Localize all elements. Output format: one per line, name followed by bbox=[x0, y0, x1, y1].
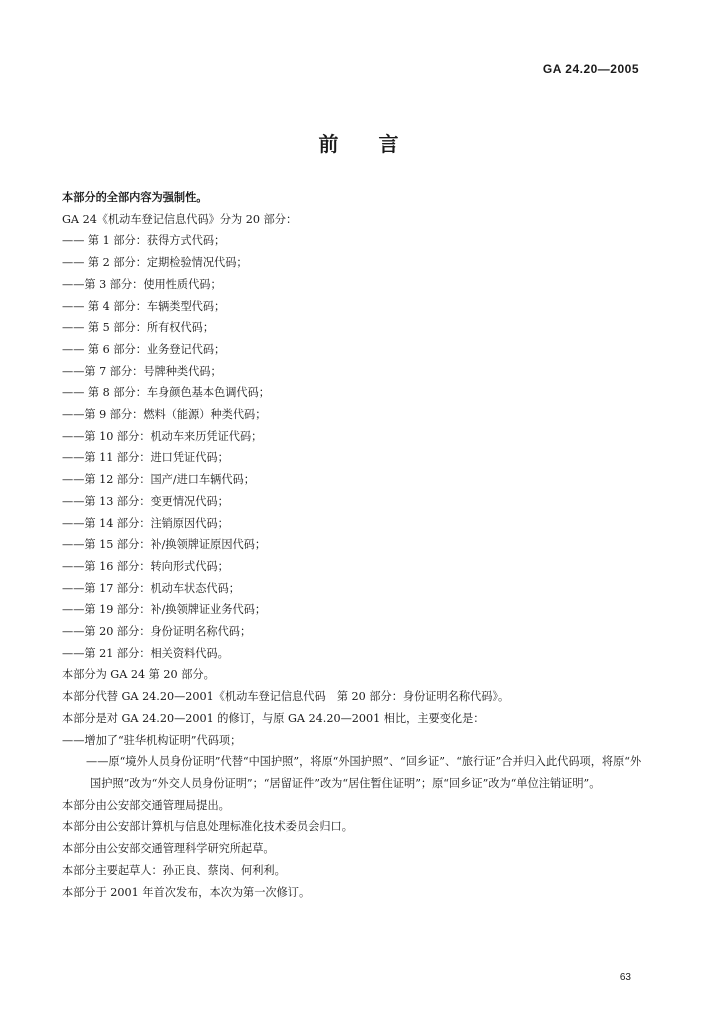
list-item: ——第 7 部分：号牌种类代码； bbox=[62, 364, 222, 378]
list-item: ——第 10 部分：机动车来历凭证代码； bbox=[62, 429, 263, 443]
text-line: 本部分代替 GA 24.20—2001《机动车登记信息代码 第 20 部分：身份证明名称代码》。 bbox=[62, 690, 510, 704]
list-item: ——第 3 部分：使用性质代码； bbox=[62, 277, 222, 291]
page-number: 63 bbox=[619, 972, 631, 983]
list-item: ——第 17 部分：机动车状态代码； bbox=[62, 581, 240, 595]
text-line: 本部分由公安部交通管理局提出。 bbox=[62, 798, 230, 812]
standard-code: GA 24.20—2005 bbox=[542, 62, 639, 76]
text-line: 本部分由公安部交通管理科学研究所起草。 bbox=[62, 842, 275, 856]
text-line: 本部分是对 GA 24.20—2001 的修订，与原 GA 24.20—2001 相比，主要变化是： bbox=[62, 711, 485, 725]
text-line: 本部分于 2001 年首次发布，本次为第一次修订。 bbox=[62, 885, 311, 899]
list-item: —— 第 8 部分：车身颜色基本色调代码； bbox=[62, 386, 270, 400]
list-item: ——第 21 部分：相关资料代码。 bbox=[62, 646, 229, 660]
list-item: —— 第 5 部分：所有权代码； bbox=[62, 321, 215, 335]
text-line: 本部分的全部内容为强制性。 bbox=[62, 190, 208, 204]
list-item: —— 第 4 部分：车辆类型代码； bbox=[62, 299, 226, 313]
list-item: ——第 16 部分：转向形式代码； bbox=[62, 559, 229, 573]
list-item: ——第 19 部分：补/换领牌证业务代码； bbox=[62, 603, 267, 617]
list-item: ——第 12 部分：国产/进口车辆代码； bbox=[62, 473, 255, 487]
list-item: —— 第 1 部分：获得方式代码； bbox=[62, 234, 226, 248]
text-line: GA 24《机动车登记信息代码》分为 20 部分： bbox=[62, 212, 298, 226]
text-line: 本部分由公安部计算机与信息处理标准化技术委员会归口。 bbox=[62, 820, 353, 834]
list-item: ——第 13 部分：变更情况代码； bbox=[62, 494, 229, 508]
list-item: ——第 9 部分：燃料（能源）种类代码； bbox=[62, 408, 267, 422]
list-item: ——增加了“驻华机构证明”代码项； bbox=[62, 733, 242, 747]
list-item: ——第 11 部分：进口凭证代码； bbox=[62, 451, 229, 465]
list-item: ——第 20 部分：身份证明名称代码； bbox=[62, 625, 252, 639]
list-item: —— 第 6 部分：业务登记代码； bbox=[62, 342, 226, 356]
page-title: 前言 bbox=[318, 132, 439, 156]
text-line: 本部分主要起草人：孙正良、蔡岗、何利利。 bbox=[62, 863, 286, 877]
list-item: ——原“境外人员身份证明”代替“中国护照”，将原“外国护照”、“回乡证”、“旅行证”合并归入此代码项，将原“外国护照”改为“外交人员身份证明”；“居留证件”改为“居住暂住证明”；原“回乡证”改为“单位注销证明”。 bbox=[86, 755, 642, 790]
document-body bbox=[62, 187, 652, 903]
list-item: ——第 14 部分：注销原因代码； bbox=[62, 516, 229, 530]
list-item: ——第 15 部分：补/换领牌证原因代码； bbox=[62, 538, 267, 552]
text-line: 本部分为 GA 24 第 20 部分。 bbox=[62, 668, 215, 682]
list-item: —— 第 2 部分：定期检验情况代码； bbox=[62, 256, 248, 270]
